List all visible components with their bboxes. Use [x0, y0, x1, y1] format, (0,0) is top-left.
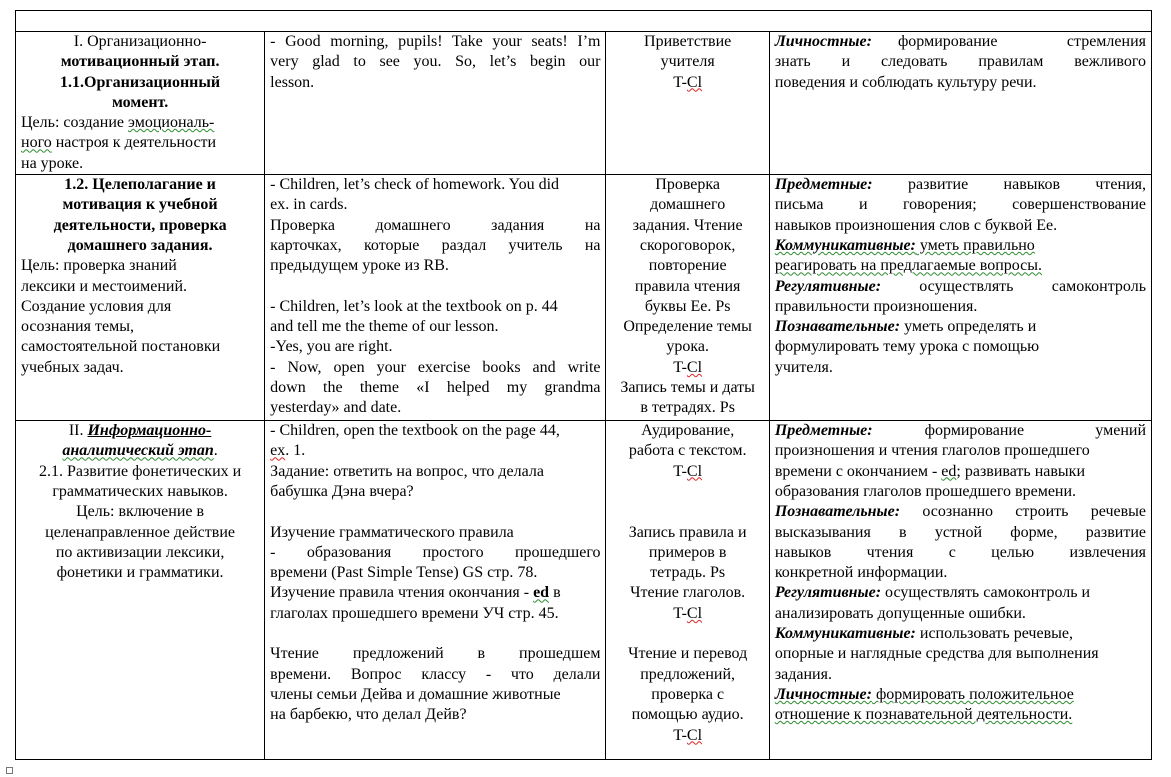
- student-activity-cell: Приветствие учителя T-Cl: [606, 32, 769, 175]
- table-row: [16, 421, 1152, 760]
- empty-header-cell: [16, 11, 1152, 32]
- table-row: [16, 175, 1152, 421]
- uud-cell: Предметные: формирование умений произношения и чтения глаголов прошедшего времени с окончанием - ed; развивать навыки образования глаголов прошедшего времени. Познавательные: осознанно строить речевые высказывания в устной форме, развитие навыков чтения с целью извлечения конкретной информации. Регулятивные: осуществлять самоконтроль и анализировать допущенные ошибки. Коммуникативные: использовать речевые, опорные и наглядные средства для выполнения задания. Личностные: формировать положительное отношение к познавательной деятельности.: [769, 421, 1151, 760]
- page-corner-marker: [6, 767, 13, 774]
- stage-cell: 1.2. Целеполагание и мотивация к учебной деятельности, проверка домашнего задания. Цель: проверка знаний лексики и местоимений. Создание условия для осознания темы, самостоятельной постановки учебных задач.: [16, 175, 265, 421]
- teacher-activity-cell: - Children, let’s check of homework. You did ex. in cards. Проверка домашнего задания на карточках, которые раздал учитель на предыдущем уроке из RB. - Children, let’s look at the textbook on p. 44 and tell me the theme of our lesson. -Yes, you are right. - Now, open your exercise books and write down the theme «I helped my grandma yesterday» and date.: [265, 175, 606, 421]
- lesson-plan-table: [15, 10, 1152, 760]
- uud-cell: Предметные: развитие навыков чтения, письма и говорения; совершенствование навыков произношения слов с буквой Ee. Коммуникативные: уметь правильно реагировать на предлагаемые вопросы. Регулятивные: осуществлять самоконтроль правильности произношения. Познавательные: уметь определять и формулировать тему урока с помощью учителя.: [769, 175, 1151, 421]
- table-row: [16, 32, 1152, 175]
- uud-cell: Личностные: формирование стремления знать и следовать правилам вежливого поведения и соблюдать культуру речи.: [769, 32, 1151, 175]
- teacher-activity-cell: - Good morning, pupils! Take your seats! I’m very glad to see you. So, let’s begin our lesson.: [265, 32, 606, 175]
- student-activity-cell: Проверка домашнего задания. Чтение скороговорок, повторение правила чтения буквы Ee. Ps Определение темы урока. T-Cl Запись темы и даты в тетрадях. Ps: [606, 175, 769, 421]
- stage-cell: II. Информационно- аналитический этап. 2.1. Развитие фонетических и грамматических навыков. Цель: включение в целенаправленное действие по активизации лексики, фонетики и грамматики.: [16, 421, 265, 760]
- student-activity-cell: Аудирование, работа с текстом. T-Cl Запись правила и примеров в тетрадь. Ps Чтение глаголов. T-Cl Чтение и перевод предложений, проверка с помощью аудио. T-Cl: [606, 421, 769, 760]
- stage-cell: I. Организационно- мотивационный этап. 1.1.Организационный момент. Цель: создание эмоциональ- ного настроя к деятельности на уроке.: [16, 32, 265, 175]
- table-header-empty-row: [16, 11, 1152, 32]
- teacher-activity-cell: - Children, open the textbook on the page 44, ex. 1. Задание: ответить на вопрос, что делала бабушка Дэна вчера? Изучение грамматического правила - образования простого прошедшего времени (Past Simple Tense) GS стр. 78. Изучение правила чтения окончания - ed в глаголах прошедшего времени УЧ стр. 45. Чтение предложений в прошедшем времени. Вопрос классу - что делали члены семьи Дейва и домашние животные на барбекю, что делал Дейв?: [265, 421, 606, 760]
